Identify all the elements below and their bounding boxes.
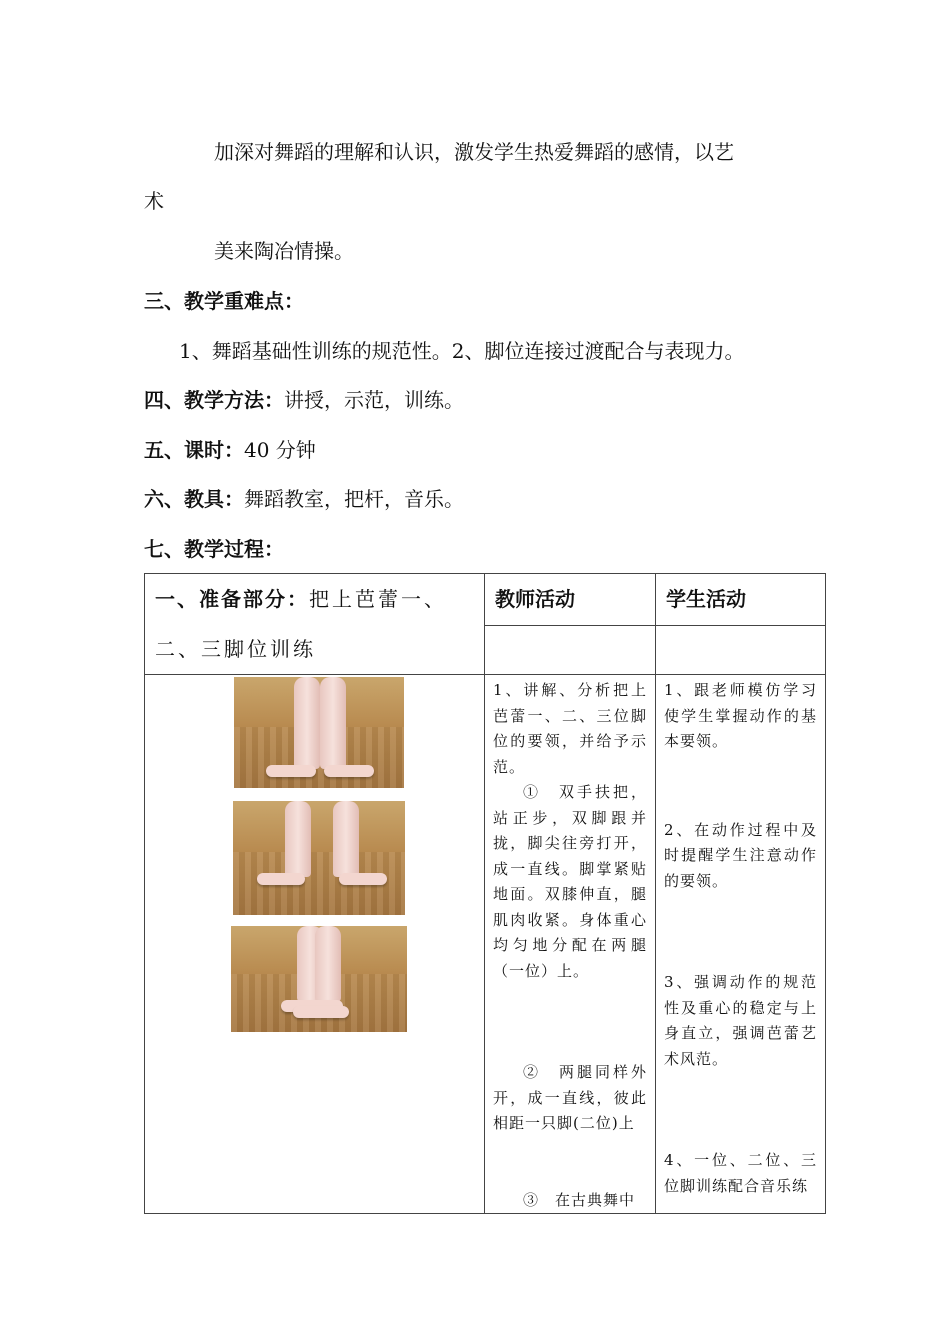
section-5-body: 40 分钟 bbox=[244, 438, 316, 462]
student-step-2: 2、在动作过程中及时提醒学生注意动作的要领。 bbox=[664, 820, 817, 890]
section-4-heading: 四、教学方法： bbox=[144, 388, 284, 412]
intro-line-1: 加深对舞蹈的理解和认识，激发学生热爱舞蹈的感情，以艺 bbox=[214, 140, 734, 164]
photos-cell bbox=[145, 675, 485, 1214]
student-step-4: 4、一位、二位、三位脚训练配合音乐练 bbox=[664, 1151, 817, 1195]
prep-section-cell bbox=[145, 574, 485, 675]
section-4 bbox=[144, 388, 464, 412]
teacher-spacer-1 bbox=[493, 984, 647, 1060]
section-4-body: 讲授，示范，训练。 bbox=[284, 388, 464, 412]
section-6-heading: 六、教具： bbox=[144, 487, 244, 511]
section-6 bbox=[144, 487, 464, 511]
teacher-empty-cell bbox=[485, 625, 656, 675]
student-spacer-3 bbox=[664, 1072, 817, 1148]
teacher-step-1: 1、讲解、分析把上芭蕾一、二、三位脚位的要领，并给予示范。 bbox=[493, 681, 647, 776]
student-empty-cell bbox=[656, 625, 826, 675]
section-5-heading: 五、课时： bbox=[144, 438, 244, 462]
second-position-photo bbox=[233, 801, 405, 915]
teacher-spacer-2 bbox=[493, 1137, 647, 1188]
section-3-body: 1、舞蹈基础性训练的规范性。2、脚位连接过渡配合与表现力。 bbox=[179, 339, 745, 363]
third-position-photo bbox=[231, 926, 407, 1032]
teacher-step-first-position: ① 双手扶把，站正步，双脚跟并拢，脚尖往旁打开，成一直线。脚掌紧贴地面。双膝伸直，腿肌肉收紧。身体重心均匀地分配在两腿（一位）上。 bbox=[493, 783, 647, 980]
teaching-process-table bbox=[144, 573, 826, 1214]
teacher-activity-header: 教师活动 bbox=[485, 574, 656, 626]
student-spacer-2 bbox=[664, 894, 817, 970]
student-spacer-1 bbox=[664, 755, 817, 818]
section-7-heading: 七、教学过程： bbox=[144, 537, 284, 561]
first-position-photo bbox=[234, 677, 404, 788]
section-6-body: 舞蹈教室，把杆，音乐。 bbox=[244, 487, 464, 511]
teacher-step-second-position: ② 两腿同样外开，成一直线，彼此相距一只脚(二位)上 bbox=[493, 1063, 647, 1132]
section-3-heading: 三、教学重难点： bbox=[144, 289, 304, 313]
student-activity-cell bbox=[656, 675, 826, 1214]
student-step-1: 1、跟老师模仿学习使学生掌握动作的基本要领。 bbox=[664, 681, 817, 750]
teacher-activity-cell bbox=[485, 675, 656, 1214]
intro-line-1-wrap: 术 bbox=[144, 189, 164, 213]
student-activity-header: 学生活动 bbox=[656, 574, 826, 626]
prep-section-label: 一、准备部分： bbox=[155, 587, 309, 611]
teacher-step-third-position: ③ 在古典舞中 bbox=[523, 1190, 636, 1209]
prep-section-text-1: 把上芭蕾一、 bbox=[309, 587, 447, 611]
student-step-3: 3、强调动作的规范性及重心的稳定与上身直立，强调芭蕾艺术风范。 bbox=[664, 973, 817, 1068]
prep-section-text-2: 二、三脚位训练 bbox=[155, 637, 316, 661]
intro-line-2: 美来陶冶情操。 bbox=[214, 239, 354, 263]
section-5 bbox=[144, 438, 316, 462]
